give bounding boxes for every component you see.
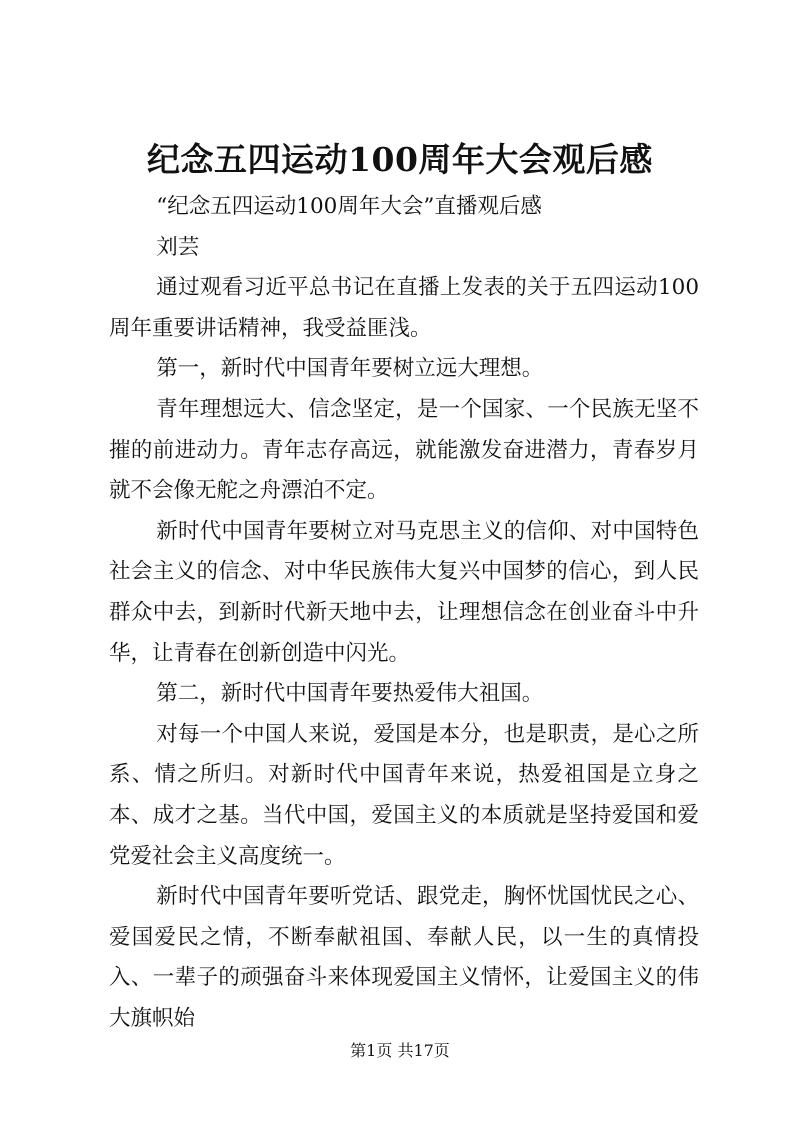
document-body (109, 187, 699, 1039)
document-title: 纪念五四运动100周年大会观后感 (147, 140, 653, 179)
body-paragraph: 新时代中国青年要树立对马克思主义的信仰、对中国特色社会主义的信念、对中华民族伟大复兴中国梦的信心，到人民群众中去，到新时代新天地中去，让理想信念在创业奋斗中升华，让青春在创新创造中闪光。 (109, 518, 699, 666)
author-paragraph: 刘芸 (156, 234, 200, 260)
page-number-footer: 第1页 共17页 (350, 1041, 450, 1060)
body-paragraph: 新时代中国青年要听党话、跟党走，胸怀忧国忧民之心、爱国爱民之情，不断奉献祖国、奉献人民，以一生的真情投入、一辈子的顽强奋斗来体现爱国主义情怀，让爱国主义的伟大旗帜始 (109, 884, 699, 1031)
section-heading-paragraph: 第二，新时代中国青年要热爱伟大祖国。 (156, 681, 544, 707)
body-paragraph: 对每一个中国人来说，爱国是本分，也是职责，是心之所系、情之所归。对新时代中国青年来说，热爱祖国是立身之本、成才之基。当代中国，爱国主义的本质就是坚持爱国和爱党爱社会主义高度统一。 (109, 721, 699, 869)
body-paragraph: 青年理想远大、信念坚定，是一个国家、一个民族无坚不摧的前进动力。青年志存高远，就能激发奋进潜力，青春岁月就不会像无舵之舟漂泊不定。 (109, 396, 699, 504)
section-heading-paragraph: 第一，新时代中国青年要树立远大理想。 (156, 356, 544, 382)
subtitle-paragraph: “纪念五四运动100周年大会”直播观后感 (156, 194, 542, 219)
body-paragraph: 通过观看习近平总书记在直播上发表的关于五四运动100周年重要讲话精神，我受益匪浅。 (109, 275, 699, 341)
